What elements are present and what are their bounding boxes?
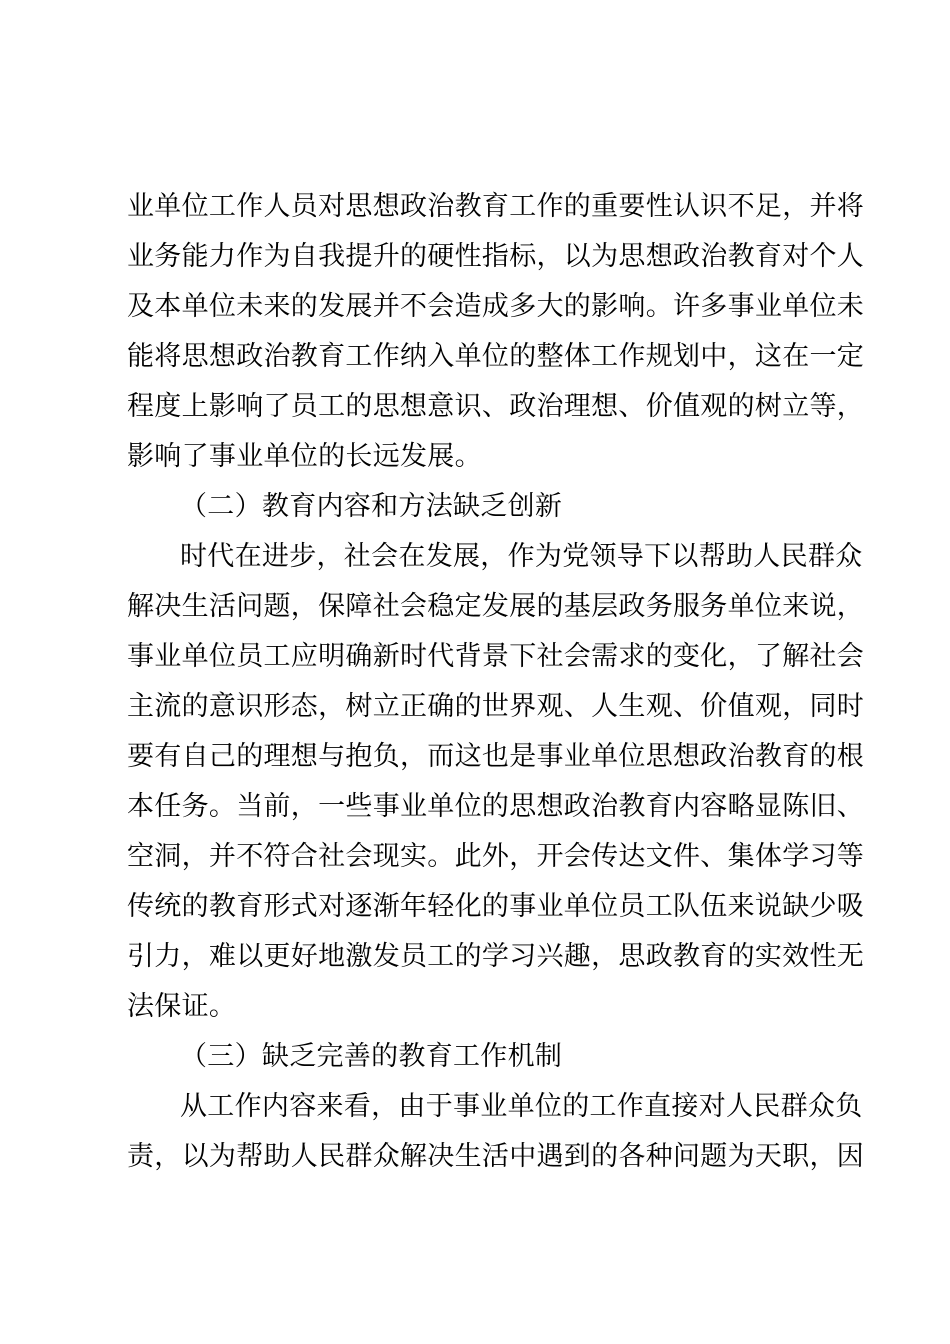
text-line: 本任务。当前，一些事业单位的思想政治教育内容略显陈旧、 (127, 791, 865, 822)
text-line: 业务能力作为自我提升的硬性指标，以为思想政治教育对个人 (127, 241, 865, 272)
text-line: 主流的意识形态，树立正确的世界观、人生观、价值观，同时 (127, 691, 865, 722)
text-line: 空洞，并不符合社会现实。此外，开会传达文件、集体学习等 (127, 841, 865, 872)
paragraph-first-line: 时代在进步，社会在发展，作为党领导下以帮助人民群众 (180, 541, 863, 572)
paragraph-first-line: 从工作内容来看，由于事业单位的工作直接对人民群众负 (180, 1091, 863, 1122)
text-line: 业单位工作人员对思想政治教育工作的重要性认识不足，并将 (127, 191, 865, 222)
text-line: 程度上影响了员工的思想意识、政治理想、价值观的树立等， (127, 391, 865, 422)
text-line: 法保证。 (127, 991, 237, 1022)
text-line: 责，以为帮助人民群众解决生活中遇到的各种问题为天职，因 (127, 1141, 865, 1172)
text-line: 及本单位未来的发展并不会造成多大的影响。许多事业单位未 (127, 291, 865, 322)
text-line: 引力，难以更好地激发员工的学习兴趣，思政教育的实效性无 (127, 941, 865, 972)
text-line: 解决生活问题，保障社会稳定发展的基层政务服务单位来说， (127, 591, 865, 622)
text-line: 影响了事业单位的长远发展。 (127, 441, 482, 472)
text-line: 传统的教育形式对逐渐年轻化的事业单位员工队伍来说缺少吸 (127, 891, 865, 922)
section-heading: （三）缺乏完善的教育工作机制 (180, 1041, 563, 1072)
section-heading: （二）教育内容和方法缺乏创新 (180, 491, 563, 522)
text-line: 事业单位员工应明确新时代背景下社会需求的变化，了解社会 (127, 641, 865, 672)
text-line: 能将思想政治教育工作纳入单位的整体工作规划中，这在一定 (127, 341, 865, 372)
text-line: 要有自己的理想与抱负，而这也是事业单位思想政治教育的根 (127, 741, 865, 772)
